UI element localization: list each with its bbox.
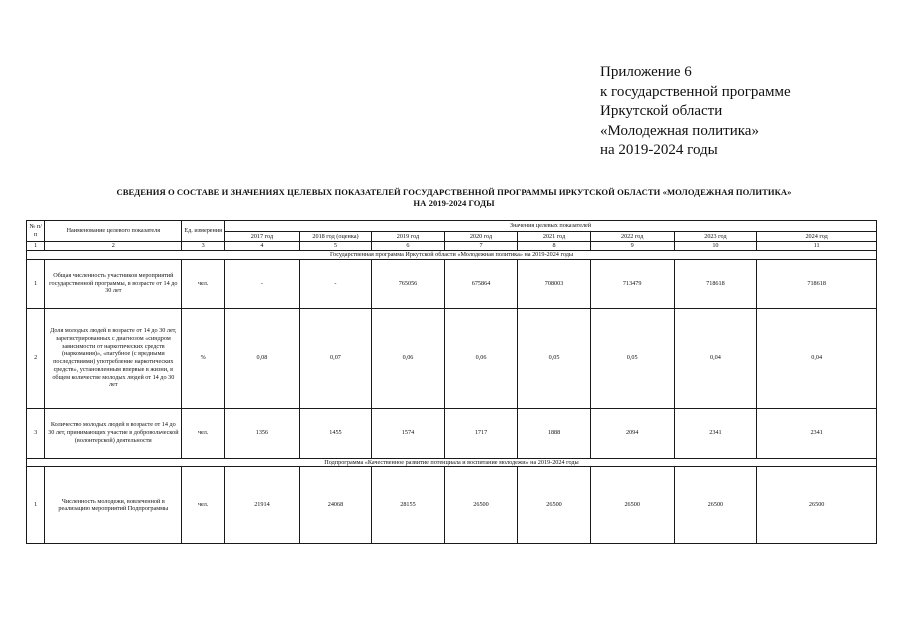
column-number: 2 <box>45 242 182 251</box>
table-row <box>27 259 877 308</box>
indicator-value: 28155 <box>372 467 445 544</box>
indicator-value: 26500 <box>757 467 877 544</box>
indicator-value: 1356 <box>225 408 300 458</box>
indicator-value: 21914 <box>225 467 300 544</box>
section-title: Подпрограмма «Качественное развитие потенциала и воспитание молодежи» на 2019-2024 годы <box>27 458 877 467</box>
column-number: 11 <box>757 242 877 251</box>
header-year: 2023 год <box>674 232 757 242</box>
column-number: 4 <box>225 242 300 251</box>
indicator-value: - <box>225 259 300 308</box>
appendix-line: к государственной программе <box>600 83 791 100</box>
row-num: 1 <box>27 259 45 308</box>
indicator-value: 26500 <box>444 467 518 544</box>
indicator-value: 0,06 <box>444 308 518 408</box>
column-number: 10 <box>674 242 757 251</box>
indicator-value: 0,06 <box>372 308 445 408</box>
indicator-value: 24068 <box>299 467 372 544</box>
appendix-header <box>600 63 791 161</box>
indicator-value: 2341 <box>674 408 757 458</box>
header-year: 2020 год <box>444 232 518 242</box>
indicator-value: 1574 <box>372 408 445 458</box>
column-number: 6 <box>372 242 445 251</box>
indicator-name: Доля молодых людей в возрасте от 14 до 30 лет, зарегистрированных с диагнозом «синдром зависимости от наркотических средств (наркомания)», «пагубное (с вредными последствиями) употребление наркотических средств», установленным впервые в жизни, в общем количестве молодых людей от 14 до 30 лет <box>45 308 182 408</box>
section-title: Государственная программа Иркутской области «Молодежная политика» на 2019-2024 годы <box>27 250 877 259</box>
indicator-value: 0,05 <box>590 308 674 408</box>
column-number: 3 <box>182 242 225 251</box>
indicator-value: 0,05 <box>518 308 591 408</box>
indicator-unit: чел. <box>182 467 225 544</box>
column-number: 7 <box>444 242 518 251</box>
indicator-value: 708003 <box>518 259 591 308</box>
appendix-line: Приложение 6 <box>600 64 692 80</box>
indicator-unit: % <box>182 308 225 408</box>
indicator-value: 1888 <box>518 408 591 458</box>
row-num: 1 <box>27 467 45 544</box>
indicator-value: 26500 <box>518 467 591 544</box>
indicator-value: 0,04 <box>674 308 757 408</box>
indicators-table <box>26 220 877 544</box>
indicator-value: 718618 <box>674 259 757 308</box>
header-year: 2019 год <box>372 232 445 242</box>
section-row <box>27 250 877 259</box>
row-num: 2 <box>27 308 45 408</box>
header-name: Наименование целевого показателя <box>45 221 182 242</box>
header-year: 2017 год <box>225 232 300 242</box>
indicator-name: Численность молодежи, вовлеченной в реализацию мероприятий Подпрограммы <box>45 467 182 544</box>
column-number: 1 <box>27 242 45 251</box>
table-row <box>27 308 877 408</box>
indicator-value: 26500 <box>590 467 674 544</box>
header-num: № п/п <box>27 221 45 242</box>
indicator-value: 765056 <box>372 259 445 308</box>
column-number: 9 <box>590 242 674 251</box>
column-number: 8 <box>518 242 591 251</box>
table-header-row <box>27 221 877 232</box>
indicator-value: 0,08 <box>225 308 300 408</box>
document-title-line2: НА 2019-2024 ГОДЫ <box>413 198 495 208</box>
header-year: 2021 год <box>518 232 591 242</box>
column-number: 5 <box>299 242 372 251</box>
indicator-value: 1455 <box>299 408 372 458</box>
appendix-line: на 2019-2024 годы <box>600 142 718 158</box>
indicator-value: 675864 <box>444 259 518 308</box>
indicator-value: 2341 <box>757 408 877 458</box>
table-row <box>27 408 877 458</box>
indicator-value: 0,04 <box>757 308 877 408</box>
indicator-value: 718618 <box>757 259 877 308</box>
table-row <box>27 467 877 544</box>
document-title-line1: СВЕДЕНИЯ О СОСТАВЕ И ЗНАЧЕНИЯХ ЦЕЛЕВЫХ ПОКАЗАТЕЛЕЙ ГОСУДАРСТВЕННОЙ ПРОГРАММЫ ИРКУТСКОЙ ОБЛАСТИ «МОЛОДЕЖНАЯ ПОЛИТИКА» <box>116 187 792 197</box>
header-values-group: Значения целевых показателей <box>225 221 877 232</box>
indicator-name: Количество молодых людей в возрасте от 14 до 30 лет, принимающих участие в добровольческой (волонтерской) деятельности <box>45 408 182 458</box>
indicator-value: 1717 <box>444 408 518 458</box>
indicator-name: Общая численность участников мероприятий государственной программы, в возрасте от 14 до 30 лет <box>45 259 182 308</box>
header-year: 2024 год <box>757 232 877 242</box>
column-number-row <box>27 242 877 251</box>
indicator-value: - <box>299 259 372 308</box>
header-unit: Ед. измерения <box>182 221 225 242</box>
indicator-value: 26500 <box>674 467 757 544</box>
header-year: 2022 год <box>590 232 674 242</box>
appendix-line: Иркутской области <box>600 103 723 119</box>
row-num: 3 <box>27 408 45 458</box>
document-title <box>30 187 878 209</box>
indicator-unit: чел. <box>182 259 225 308</box>
header-year: 2018 год (оценка) <box>299 232 372 242</box>
indicator-value: 2094 <box>590 408 674 458</box>
indicator-unit: чел. <box>182 408 225 458</box>
indicator-value: 713479 <box>590 259 674 308</box>
appendix-line: «Молодежная политика» <box>600 122 759 139</box>
indicator-value: 0,07 <box>299 308 372 408</box>
section-row <box>27 458 877 467</box>
